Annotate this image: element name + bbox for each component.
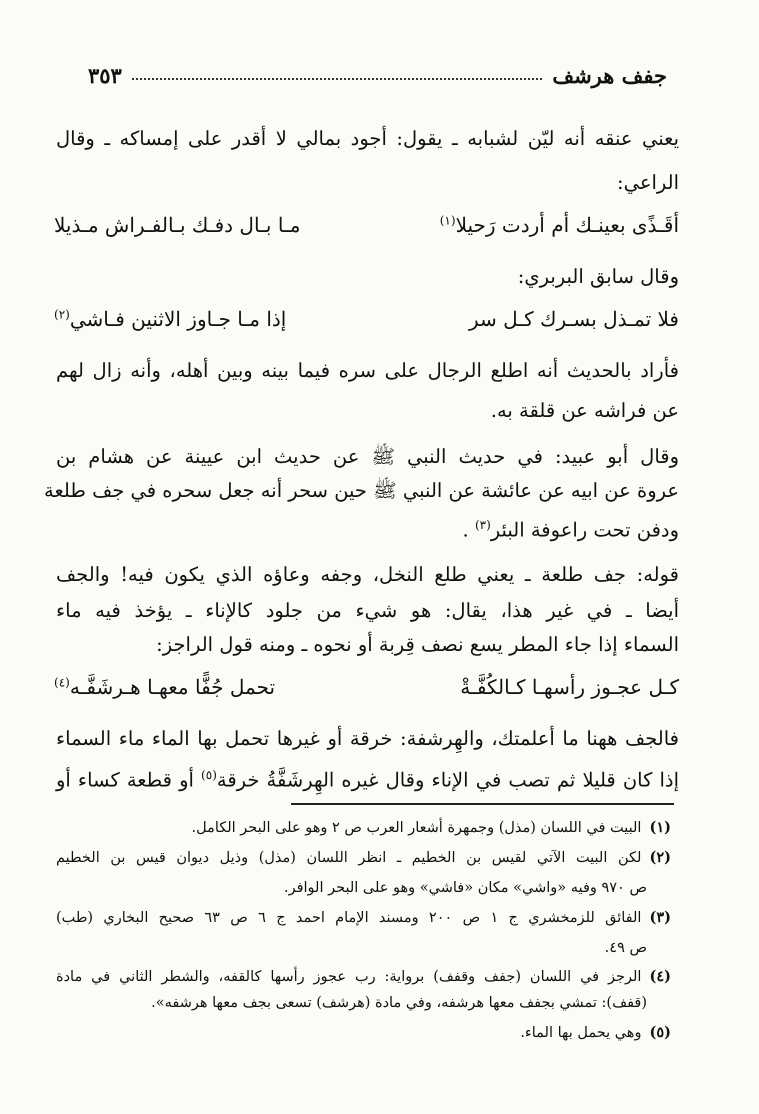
- verse-second-hemistich: إذا مـا جـاوز الاثنين فـاشي$^{(٢)}$: [54, 307, 287, 331]
- header-dotted-rule: [132, 78, 543, 80]
- footnote: ص ٤٩.: [604, 940, 647, 956]
- verse: [54, 670, 679, 704]
- running-header: [88, 60, 667, 90]
- verse-second-hemistich: تحمل جُفًّا معهـا هـرشَفَّـه$^{(٤)}$: [54, 675, 276, 699]
- footnote-ref: (٣): [474, 518, 491, 532]
- footnote: (٢)لكن البيت الآتي لقيس بن الخطيم ـ انظر اللسان (مذل) وذيل ديوان قيس بن الخطيم: [56, 849, 671, 866]
- footnote-ref: (٥): [201, 768, 217, 782]
- body-line: ودفن تحت راعوفة البئر$^{(٣)}$ .: [462, 518, 679, 542]
- footnote-ref: (٤): [54, 675, 70, 690]
- body-line: وقال أبو عبيد: في حديث النبي ﷺ عن حديث ابن عيينة عن هشام بن: [56, 445, 679, 468]
- footnote: (٥)وهي يحمل بها الماء.: [520, 1024, 671, 1041]
- body-line: يعني عنقه أنه ليّن لشبابه ـ يقول: أجود بمالي لا أقدر على إمساكه ـ وقال: [56, 127, 679, 150]
- verse-first-hemistich: فلا تمـذل بسـرك كـل سر: [468, 307, 679, 331]
- body-line: فالجف ههنا ما أعلمتك، والهِرشفة: خرقة أو غيرها تحمل بها الماء ماء السماء: [56, 727, 679, 750]
- verse-first-hemistich: كـل عجـوز رأسهـا كـالكُفَّـةْ: [460, 675, 679, 699]
- body-line: الراعي:: [617, 171, 679, 194]
- verse: [54, 208, 679, 242]
- body-line: إذا كان قليلا ثم تصب في الإناء وقال غيره الهِرشَفَّةُ خرقة$^{(٥)}$ أو قطعة كساء أو: [56, 768, 680, 792]
- footnote: (٣)الفائق للزمخشري ج ١ ص ٢٠٠ ومسند الإمام احمد ج ٦ ص ٦٣ صحيح البخاري (طب): [56, 909, 672, 926]
- body-line: وقال سابق البربري:: [517, 265, 679, 288]
- body-line: أيضا ـ في غير هذا، يقال: هو شيء من جلود كالإناء ـ يؤخذ فيه ماء: [56, 599, 679, 622]
- footnote: ص ٩٧٠ وفيه «واشي» مكان «فاشي» وهو على البحر الوافر.: [283, 880, 647, 896]
- body-line: السماء إذا جاء المطر يسع نصف قِربة أو نحوه ـ ومنه قول الراجز:: [156, 633, 679, 656]
- footnote-ref: (١): [439, 213, 456, 228]
- footnote: (١)البيت في اللسان (مذل) وجمهرة أشعار العرب ص ٢ وهو على البحر الكامل.: [191, 819, 671, 836]
- footnote: (قفف): تمشي بجفف معها هرشفه، وفي مادة (هرشف) تسعى بجف معها هرشفه».: [151, 995, 647, 1011]
- footnote: (٤)الرجز في اللسان (جفف وقفف) برواية: رب عجوز رأسها كالقفه، والشطر الثاني في مادة: [56, 968, 671, 985]
- verse-second-hemistich: مـا بـال دفـك بـالفـراش مـذيلا: [54, 213, 301, 237]
- running-title: جفف هرشف: [552, 62, 667, 88]
- body-line: عن فراشه عن قلقة به.: [490, 399, 679, 422]
- footnote-separator: [291, 803, 674, 805]
- body-line: فأراد بالحديث أنه اطلع الرجال على سره فيما بينه وبين أهله، وأنه زال لهم: [56, 359, 679, 382]
- verse-first-hemistich: أقَـذًى بعينـك أم أردت رَحيلا$^{(١)}$: [439, 213, 679, 237]
- page-number: ٣٥٣: [88, 62, 122, 88]
- body-line: عروة عن ابيه عن عائشة عن النبي ﷺ حين سحر أنه جعل سحره في جف طلعة: [44, 479, 679, 502]
- verse: [54, 302, 679, 336]
- body-line: قوله: جف طلعة ـ يعني طلع النخل، وجفه وعاؤه الذي يكون فيه! والجف: [56, 563, 679, 586]
- footnote-ref: (٢): [54, 307, 70, 322]
